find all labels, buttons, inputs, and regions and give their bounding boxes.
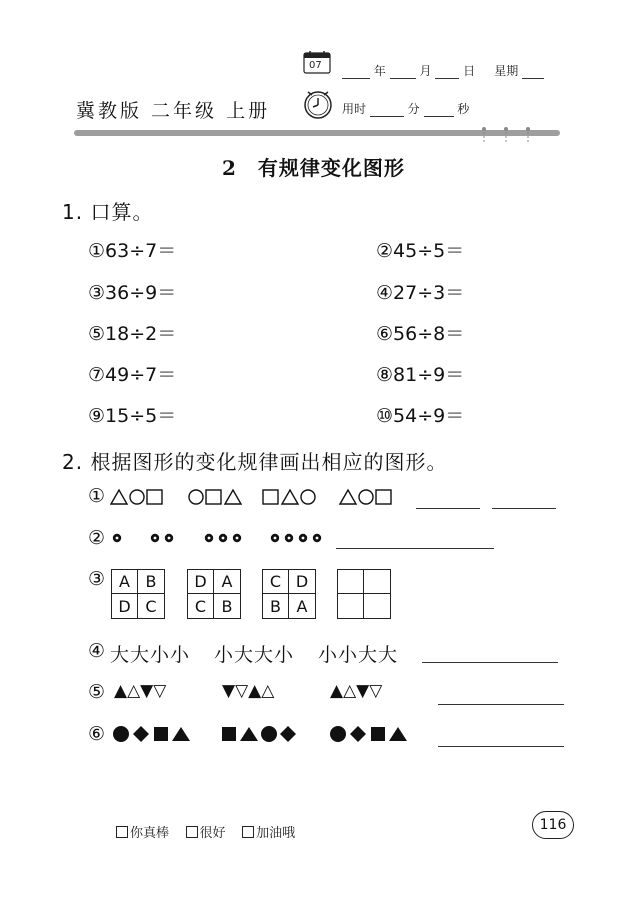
book-title: 冀教版 二年级 上册 xyxy=(76,100,271,122)
grid-cell[interactable] xyxy=(364,570,390,594)
rule-dots xyxy=(474,124,538,146)
q3-grid-3 xyxy=(262,569,316,619)
weekday-label: 星期 xyxy=(494,64,519,78)
grid-cell: C xyxy=(188,594,214,618)
problem-5: ⑤18÷2＝ xyxy=(88,323,177,345)
grid-cell: D xyxy=(188,570,214,594)
q2-number: ② xyxy=(88,527,106,549)
grid-cell: A xyxy=(112,570,138,594)
time-label: 用时 xyxy=(342,102,367,116)
problem-2: ②45÷5＝ xyxy=(376,240,465,262)
q1-answer-line-1[interactable] xyxy=(416,508,480,509)
q4-number: ④ xyxy=(88,640,106,662)
date-badge: 07 xyxy=(309,60,322,71)
option-keep-going: 加油哦 xyxy=(256,826,296,841)
q6-answer-line[interactable] xyxy=(438,746,564,747)
problem-3: ③36÷9＝ xyxy=(88,282,177,304)
q5-group-3: ▲△▼▽ xyxy=(330,681,383,701)
date-fields xyxy=(342,62,544,79)
q6-number: ⑥ xyxy=(88,723,106,745)
grid-cell: B xyxy=(263,594,289,618)
q4-group-1: 大大小小 xyxy=(110,644,191,666)
grid-cell: C xyxy=(263,570,289,594)
checkbox-3[interactable] xyxy=(242,826,254,838)
grid-cell: A xyxy=(296,596,308,616)
self-eval-options xyxy=(116,822,295,841)
grid-cell[interactable] xyxy=(338,570,364,594)
grid-cell: B xyxy=(221,596,233,616)
grid-cell: B xyxy=(138,570,164,594)
problem-4: ④27÷3＝ xyxy=(376,282,465,304)
grid-cell: D xyxy=(112,594,138,618)
time-fields xyxy=(342,100,469,117)
month-label: 月 xyxy=(419,64,432,78)
problem-7: ⑦49÷7＝ xyxy=(88,364,177,386)
q4-group-3: 小小大大 xyxy=(318,644,399,666)
minute-label: 分 xyxy=(407,102,420,116)
problem-1: ①63÷7＝ xyxy=(88,240,177,262)
q3-number: ③ xyxy=(88,568,106,590)
option-great: 你真棒 xyxy=(130,826,170,841)
year-label: 年 xyxy=(373,64,386,78)
q3-grid-2 xyxy=(187,569,241,619)
q1-answer-line-2[interactable] xyxy=(492,508,556,509)
checkbox-1[interactable] xyxy=(116,826,128,838)
checkbox-2[interactable] xyxy=(186,826,198,838)
problem-6: ⑥56÷8＝ xyxy=(376,323,465,345)
grid-cell[interactable] xyxy=(364,594,390,618)
q5-answer-line[interactable] xyxy=(438,704,564,705)
problem-8: ⑧81÷9＝ xyxy=(376,364,465,386)
q5-number: ⑤ xyxy=(88,681,106,703)
section2-heading: 2. 根据图形的变化规律画出相应的图形。 xyxy=(62,450,448,474)
q5-group-2: ▼▽▲△ xyxy=(222,681,275,701)
q1-number: ① xyxy=(88,485,106,507)
problem-10: ⑩54÷9＝ xyxy=(376,405,465,427)
second-label: 秒 xyxy=(457,102,470,116)
q1-shape-sequence xyxy=(110,487,410,507)
grid-cell: A xyxy=(214,570,240,594)
option-good: 很好 xyxy=(199,826,226,841)
lesson-title: 2 有规律变化图形 xyxy=(222,156,405,180)
q6-shape-sequence xyxy=(112,724,422,744)
q3-answer-grid[interactable] xyxy=(337,569,391,619)
q2-flower-sequence xyxy=(112,531,338,545)
q4-answer-line[interactable] xyxy=(422,662,558,663)
page-number-badge xyxy=(532,811,574,839)
q5-group-1: ▲△▼▽ xyxy=(114,681,167,701)
q3-grid-1 xyxy=(111,569,165,619)
grid-cell[interactable] xyxy=(338,594,364,618)
grid-cell: D xyxy=(289,570,315,594)
q4-group-2: 小大大小 xyxy=(214,644,295,666)
problem-9: ⑨15÷5＝ xyxy=(88,405,177,427)
grid-cell: C xyxy=(145,596,157,616)
clock-icon xyxy=(302,88,334,120)
page-number: 116 xyxy=(539,817,567,833)
section1-heading: 1. 口算。 xyxy=(62,200,154,224)
day-label: 日 xyxy=(463,64,476,78)
q2-answer-line[interactable] xyxy=(336,548,494,549)
